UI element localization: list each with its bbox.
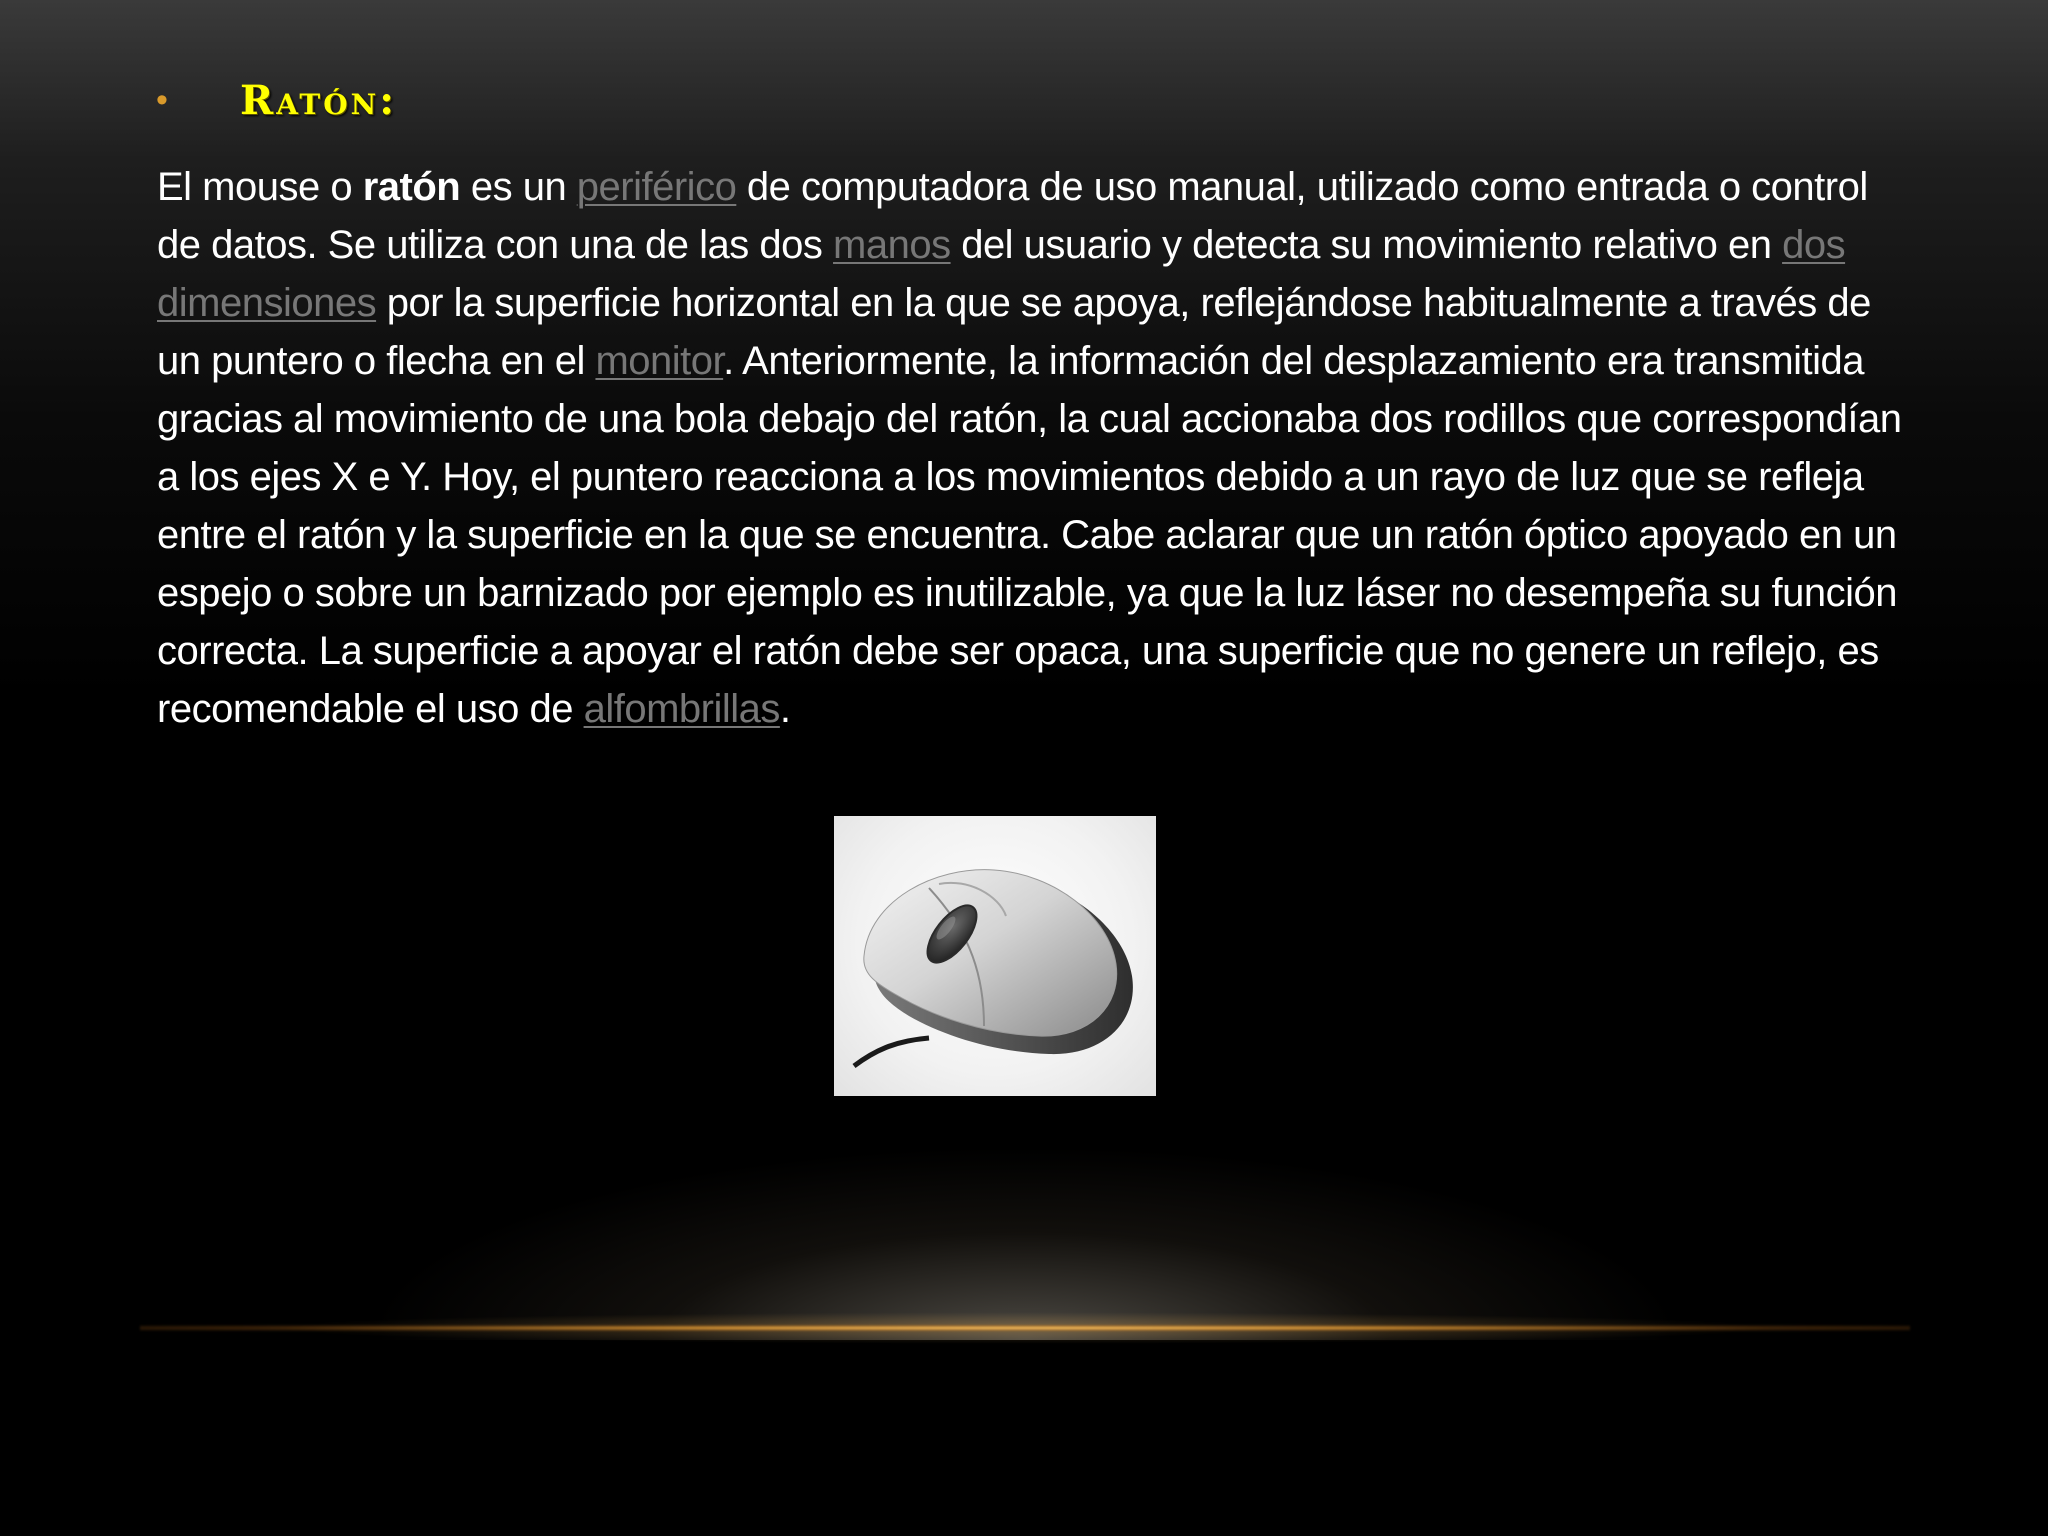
horizon-line: [140, 1325, 1910, 1331]
mouse-cable: [854, 1038, 929, 1066]
body-paragraph: [157, 158, 1907, 738]
link-alfombrillas[interactable]: alfombrillas: [583, 687, 780, 731]
computer-mouse-photo: [834, 816, 1156, 1096]
mouse-illustration: [834, 816, 1156, 1096]
text-segment: . Anteriormente, la información del desplazamiento era transmitida gracias al movimiento de una bola debajo del ratón, la cual accionaba dos rodillos que correspondían a los ejes X e Y. Hoy, el puntero reacciona a los movimientos debido a un rayo de luz que se refleja entre el ratón y la superficie en la que se encuentra. Cabe aclarar que un ratón óptico apoyado en un espejo o sobre un barnizado por ejemplo es inutilizable, ya que la luz láser no desempeña su función correcta. La superficie a apoyar el ratón debe ser opaca, una superficie que no genere un reflejo, es recomendable el uso de: [157, 339, 1902, 731]
bold-term: ratón: [362, 165, 461, 209]
link-monitor[interactable]: monitor: [595, 339, 724, 383]
text-segment: del usuario y detecta su movimiento relativo en: [950, 223, 1783, 267]
bullet-icon: •: [156, 80, 168, 119]
link-manos[interactable]: manos: [833, 223, 951, 267]
text-segment: por la superficie horizontal en la que se apoya, reflejándose habitualmente a través de un puntero o flecha en el: [157, 281, 1871, 383]
link-periferico[interactable]: periférico: [576, 165, 737, 209]
slide-title: Ratón:: [240, 76, 398, 124]
heading-row: [150, 70, 397, 130]
text-segment: El mouse o: [157, 165, 363, 209]
link-dos-dimensiones[interactable]: dos dimensiones: [157, 223, 1846, 325]
text-segment: es un: [460, 165, 577, 209]
text-segment: .: [779, 687, 791, 731]
text-segment: de computadora de uso manual, utilizado como entrada o control de datos. Se utiliza con una de las dos: [157, 165, 1868, 267]
